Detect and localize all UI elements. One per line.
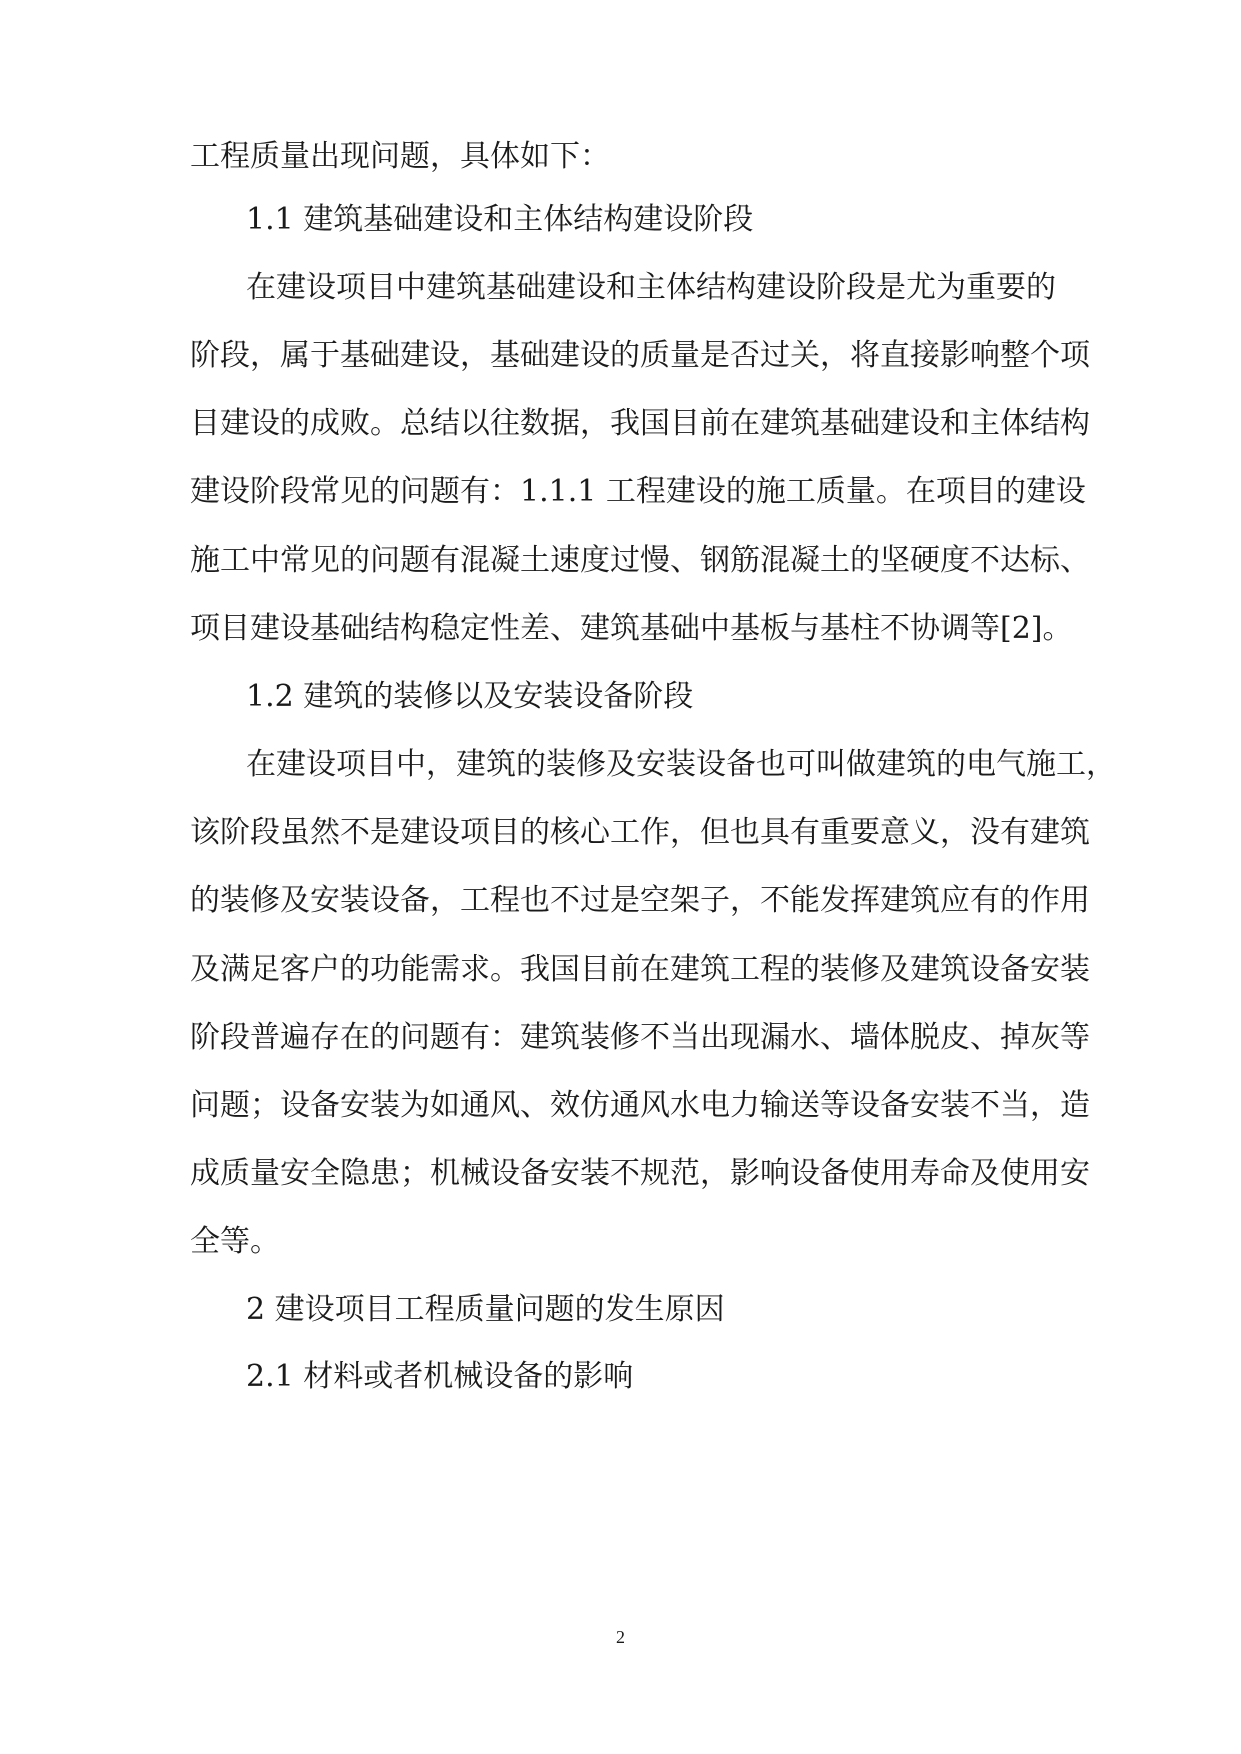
paragraph-line: 阶段，属于基础建设，基础建设的质量是否过关，将直接影响整个项 — [190, 338, 1090, 373]
page-number: 2 — [616, 1627, 625, 1647]
paragraph-line: 及满足客户的功能需求。我国目前在建筑工程的装修及建筑设备安装 — [190, 952, 1090, 987]
paragraph-line: 问题；设备安装为如通风、效仿通风水电力输送等设备安装不当，造 — [190, 1088, 1090, 1123]
paragraph-line: 建设阶段常见的问题有：1.1.1 工程建设的施工质量。在项目的建设 — [190, 474, 1086, 509]
paragraph-line: 工程质量出现问题，具体如下： — [190, 139, 610, 174]
section-heading-1-2: 1.2 建筑的装修以及安装设备阶段 — [246, 679, 694, 714]
paragraph-line: 在建设项目中建筑基础建设和主体结构建设阶段是尤为重要的 — [246, 270, 1056, 305]
paragraph-line: 在建设项目中，建筑的装修及安装设备也可叫做建筑的电气施工， — [246, 747, 1116, 782]
paragraph-line: 全等。 — [190, 1224, 280, 1259]
paragraph-line: 目建设的成败。总结以往数据，我国目前在建筑基础建设和主体结构 — [190, 406, 1090, 441]
paragraph-line: 项目建设基础结构稳定性差、建筑基础中基板与基柱不协调等[2]。 — [190, 611, 1073, 646]
paragraph-line: 的装修及安装设备，工程也不过是空架子，不能发挥建筑应有的作用 — [190, 883, 1090, 918]
paragraph-line: 成质量安全隐患；机械设备安装不规范，影响设备使用寿命及使用安 — [190, 1156, 1090, 1191]
paragraph-line: 阶段普遍存在的问题有：建筑装修不当出现漏水、墙体脱皮、掉灰等 — [190, 1020, 1090, 1055]
paragraph-line: 施工中常见的问题有混凝土速度过慢、钢筋混凝土的坚硬度不达标、 — [190, 543, 1090, 578]
section-heading-2-1: 2.1 材料或者机械设备的影响 — [246, 1359, 634, 1394]
section-heading-2: 2 建设项目工程质量问题的发生原因 — [246, 1292, 725, 1327]
paragraph-line: 该阶段虽然不是建设项目的核心工作，但也具有重要意义，没有建筑 — [190, 815, 1090, 850]
section-heading-1-1: 1.1 建筑基础建设和主体结构建设阶段 — [246, 202, 754, 237]
